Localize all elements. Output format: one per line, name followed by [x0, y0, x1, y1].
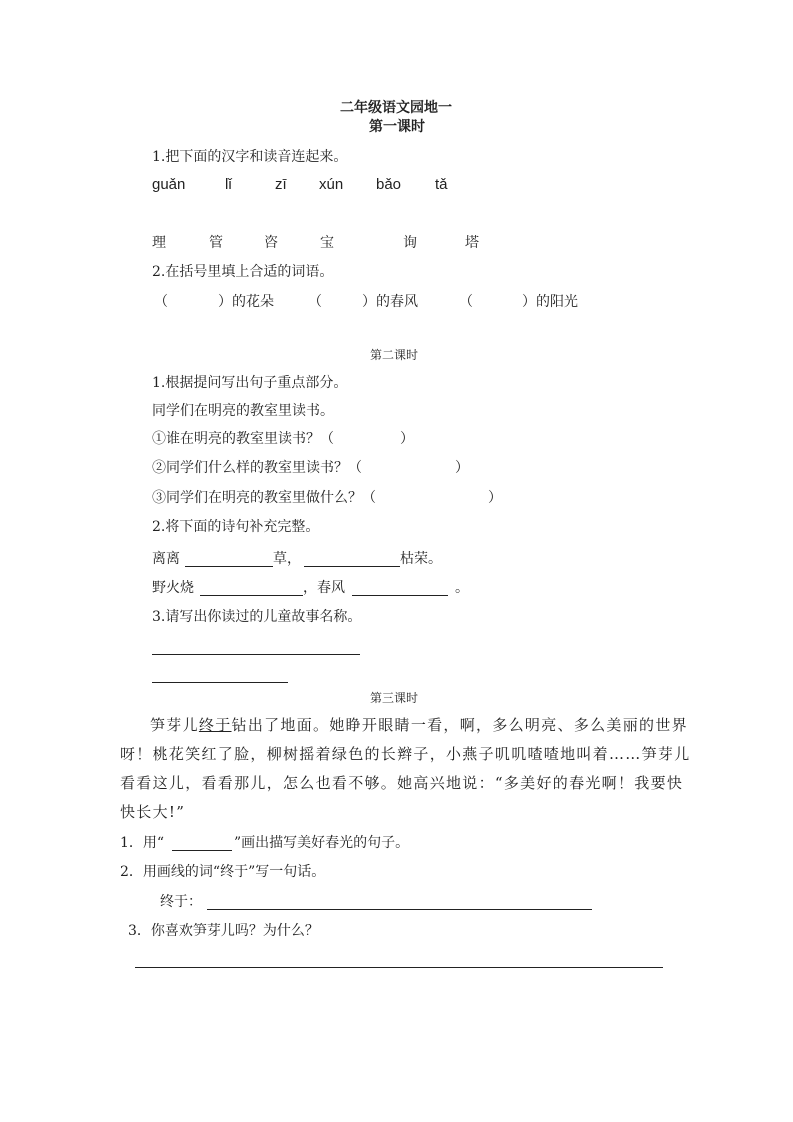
fill-text: ）的阳光	[522, 294, 578, 310]
passage-line: 快长大!”	[120, 803, 186, 821]
fill-bracket: （	[154, 294, 168, 310]
lesson3-q1: 1．用“	[120, 835, 165, 851]
lesson1-heading: 第一课时	[369, 119, 425, 135]
passage-line	[150, 716, 688, 734]
page-title: 二年级语文园地一	[340, 100, 452, 116]
sentence: 同学们在明亮的教室里读书。	[152, 403, 334, 419]
lesson3-q2: 2．用画线的词“终于”写一句话。	[120, 864, 326, 880]
lesson2-heading: 第二课时	[370, 348, 419, 362]
sub-question: ②同学们什么样的教室里读书？（	[152, 460, 362, 476]
pinyin-item: zī	[275, 176, 287, 193]
poem-blank[interactable]	[185, 566, 273, 567]
passage-text: 钻出了地面。她睁开眼睛一看，啊，多么明亮、多么美丽的世界	[231, 716, 688, 734]
char-item: 宝	[320, 235, 334, 251]
sample-underline	[172, 850, 232, 851]
pinyin-item: lǐ	[225, 176, 232, 193]
sub-question: ③同学们在明亮的教室里做什么？（	[152, 490, 376, 506]
poem-text: 。	[455, 580, 469, 596]
poem-text: ，春风	[303, 580, 345, 596]
poem-blank[interactable]	[352, 595, 448, 596]
passage-text: 笋芽儿	[150, 716, 199, 734]
bracket-close: ）	[455, 460, 469, 476]
char-item: 理	[152, 235, 166, 251]
sub-question: ①谁在明亮的教室里读书？（	[152, 431, 334, 447]
answer-label: 终于：	[160, 894, 202, 910]
char-item: 询	[403, 235, 417, 251]
poem-text: 草，	[273, 551, 301, 567]
char-item: 塔	[465, 235, 479, 251]
lesson2-q1: 1.根据提问写出句子重点部分。	[152, 375, 348, 391]
fill-bracket: （	[308, 294, 322, 310]
lesson3-q3: 3．你喜欢笋芽儿吗？为什么？	[128, 923, 319, 939]
lesson2-q3: 3.请写出你读过的儿童故事名称。	[152, 609, 362, 625]
passage-line: 看看这儿，看看那儿，怎么也看不够。她高兴地说：“多美好的春光啊！我要快	[120, 774, 684, 792]
underlined-word: 终于	[198, 716, 232, 734]
char-item: 管	[209, 235, 223, 251]
lesson2-q2: 2.将下面的诗句补充完整。	[152, 519, 320, 535]
char-item: 咨	[264, 235, 278, 251]
lesson3-q1: ”画出描写美好春光的句子。	[234, 835, 410, 851]
poem-text: 野火烧	[152, 580, 194, 596]
passage-line: 呀！桃花笑红了脸，柳树摇着绿色的长辫子，小燕子叽叽喳喳地叫着……笋芽儿	[120, 745, 691, 763]
answer-line[interactable]	[135, 967, 663, 968]
poem-text: 离离	[152, 551, 180, 567]
pinyin-item: xún	[319, 176, 344, 193]
poem-text: 枯荣。	[400, 551, 442, 567]
fill-text: ）的花朵	[218, 294, 274, 310]
fill-bracket: （	[459, 294, 473, 310]
bracket-close: ）	[400, 431, 414, 447]
pinyin-item: bǎo	[376, 176, 402, 193]
answer-line[interactable]	[152, 682, 288, 683]
lesson1-q1: 1.把下面的汉字和读音连起来。	[152, 149, 348, 165]
poem-blank[interactable]	[200, 595, 303, 596]
answer-line[interactable]	[207, 909, 592, 910]
pinyin-item: tǎ	[435, 176, 448, 193]
answer-line[interactable]	[152, 654, 360, 655]
bracket-close: ）	[488, 490, 502, 506]
poem-blank[interactable]	[304, 566, 400, 567]
lesson1-q2: 2.在括号里填上合适的词语。	[152, 264, 334, 280]
pinyin-item: guǎn	[152, 176, 186, 193]
lesson3-heading: 第三课时	[370, 691, 419, 705]
fill-text: ）的春风	[362, 294, 418, 310]
